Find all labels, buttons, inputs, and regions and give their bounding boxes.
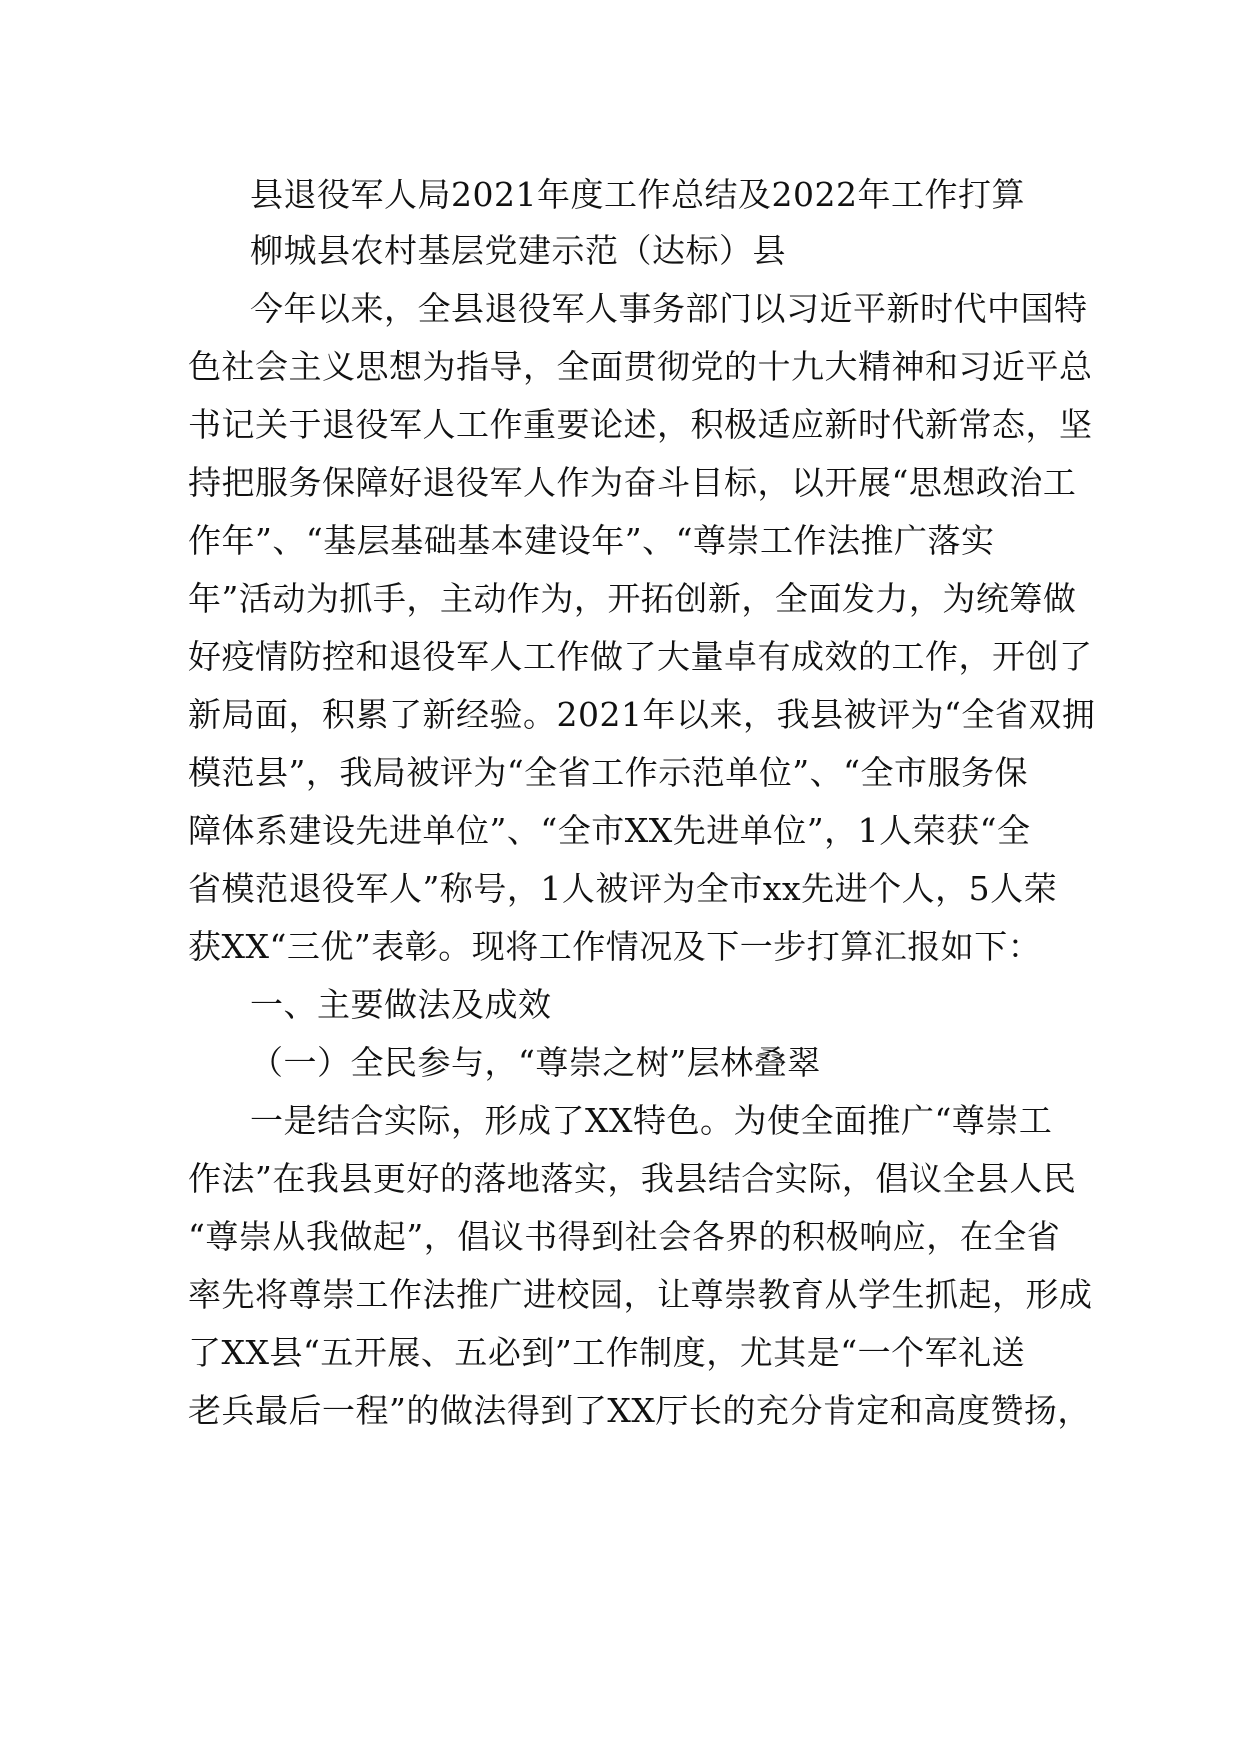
paragraph-line: 率先将尊崇工作法推广进校园，让尊崇教育从学生抓起，形成	[188, 1275, 1093, 1314]
paragraph-line: 好疫情防控和退役军人工作做了大量卓有成效的工作，开创了	[188, 637, 1093, 676]
subsection-heading: （一）全民参与，“尊崇之树”层林叠翠	[250, 1043, 821, 1082]
paragraph-line: 色社会主义思想为指导，全面贯彻党的十九大精神和习近平总	[188, 347, 1093, 386]
document-subtitle: 柳城县农村基层党建示范（达标）县	[250, 231, 786, 270]
paragraph-line: 书记关于退役军人工作重要论述，积极适应新时代新常态，坚	[188, 405, 1093, 444]
paragraph-line: “尊崇从我做起”，倡议书得到社会各界的积极响应，在全省	[188, 1217, 1061, 1256]
section-heading: 一、主要做法及成效	[250, 985, 552, 1024]
paragraph-line: 今年以来，全县退役军人事务部门以习近平新时代中国特	[250, 289, 1088, 328]
document-title: 县退役军人局2021年度工作总结及2022年工作打算	[250, 175, 1025, 214]
paragraph-line: 了XX县“五开展、五必到”工作制度，尤其是“一个军礼送	[188, 1333, 1026, 1372]
paragraph-line: 一是结合实际，形成了XX特色。为使全面推广“尊崇工	[250, 1101, 1053, 1140]
paragraph-line: 模范县”，我局被评为“全省工作示范单位”、“全市服务保	[188, 753, 1028, 792]
paragraph-line: 老兵最后一程”的做法得到了XX厅长的充分肯定和高度赞扬，	[188, 1391, 1091, 1430]
paragraph-line: 省模范退役军人”称号，1人被评为全市xx先进个人，5人荣	[188, 869, 1058, 908]
paragraph-line: 作年”、“基层基础基本建设年”、“尊崇工作法推广落实	[188, 521, 995, 560]
paragraph-line: 障体系建设先进单位”、“全市XX先进单位”，1人荣获“全	[188, 811, 1031, 850]
paragraph-line: 持把服务保障好退役军人作为奋斗目标，以开展“思想政治工	[188, 463, 1077, 502]
paragraph-line: 获XX“三优”表彰。现将工作情况及下一步打算汇报如下：	[188, 927, 1042, 966]
paragraph-line: 作法”在我县更好的落地落实，我县结合实际，倡议全县人民	[188, 1159, 1077, 1198]
paragraph-line: 新局面，积累了新经验。2021年以来，我县被评为“全省双拥	[188, 695, 1096, 734]
paragraph-line: 年”活动为抓手，主动作为，开拓创新，全面发力，为统筹做	[188, 579, 1077, 618]
